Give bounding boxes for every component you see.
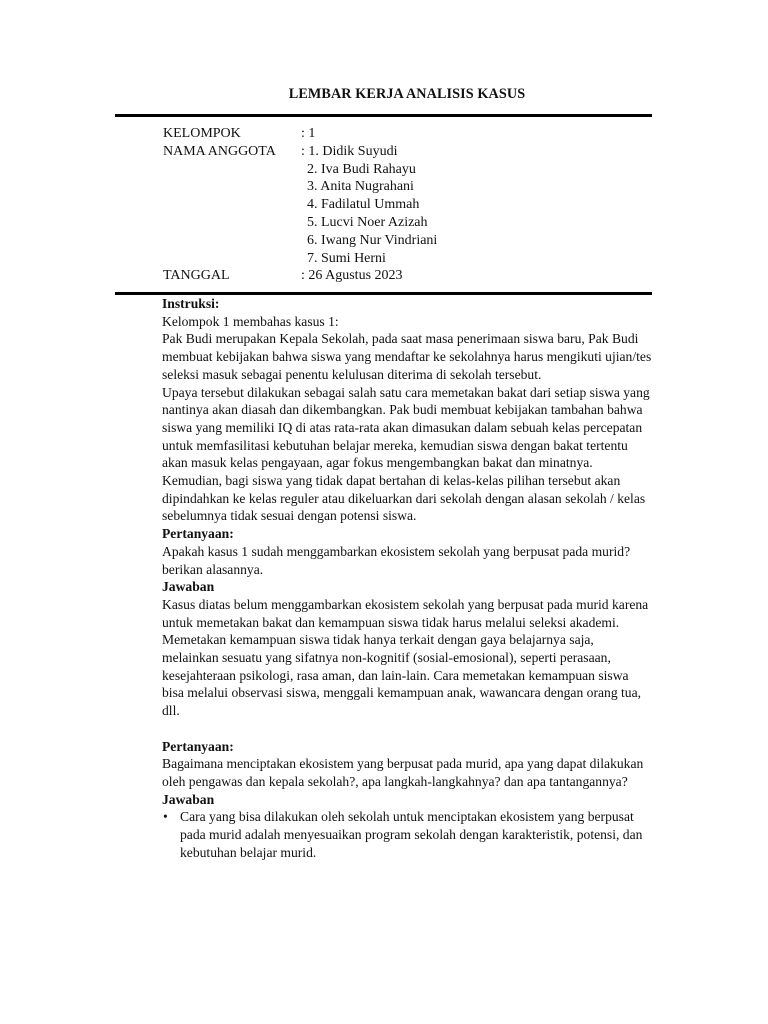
member-item: 3. Anita Nugrahani (307, 179, 414, 195)
member-item: 2. Iva Budi Rahayu (307, 161, 416, 177)
members-label: NAMA ANGGOTA (163, 143, 276, 159)
date-row (163, 267, 437, 285)
top-divider (115, 114, 652, 117)
group-info-block (163, 125, 437, 285)
member-item: 6. Iwang Nur Vindriani (307, 232, 438, 248)
spacer (162, 720, 652, 738)
date-label: TANGGAL (163, 268, 230, 284)
member-item: 5. Lucvi Noer Azizah (307, 214, 428, 230)
answer-1-text: Kasus diatas belum menggambarkan ekosistem sekolah yang berpusat pada murid karena untuk memetakan bakat dan kemampuan siswa tidak harus melalui seleksi akademi. Memetakan kemampuan siswa tidak hanya terkait dengan gaya belajarnya saja, melainkan sesuatu yang sifatnya non-kognitif (sosial-emosional), seperti perasaan, kesejahteraan psikologi, rasa aman, dan lain-lain. Cara memetakan kemampuan siswa bisa melalui observasi siswa, menggali kemampuan anak, wawancara dengan orang tua, dll. (162, 596, 649, 719)
case-paragraph: Pak Budi merupakan Kepala Sekolah, pada saat masa penerimaan siswa baru, Pak Budi membuat kebijakan bahwa siswa yang mendaftar ke sekolahnya harus mengikuti ujian/tes seleksi masuk sebagai penentu kelulusan diterima di sekolah tersebut. (162, 331, 652, 382)
group-row (163, 125, 437, 143)
document-title: LEMBAR KERJA ANALISIS KASUS (288, 86, 526, 102)
answer-2-list (162, 808, 652, 861)
answer-1-heading: Jawaban (162, 579, 215, 595)
group-label: KELOMPOK (163, 126, 241, 141)
members-row (163, 143, 437, 268)
question-1-text: Apakah kasus 1 sudah menggambarkan ekosistem sekolah yang berpusat pada murid? berikan alasannya. (162, 543, 631, 577)
member-item: 7. Sumi Herni (307, 250, 386, 266)
member-item: 4. Fadilatul Ummah (307, 197, 420, 213)
question-2-text: Bagaimana menciptakan ekosistem yang berpusat pada murid, apa yang dapat dilakukan oleh pengawas dan kepala sekolah?, apa langkah-langkahnya? dan apa tantangannya? (162, 756, 644, 789)
group-value: : 1 (301, 126, 316, 141)
case-paragraph: Upaya tersebut dilakukan sebagai salah satu cara memetakan bakat dari setiap siswa yang nantinya akan diasah dan dikembangkan. Pak budi membuat kebijakan tambahan bahwa siswa yang memiliki IQ di atas rata-rata akan dimasukan dalam sebuah kelas percepatan untuk memfasilitasi kebutuhan belajar mereka, kemudian siswa dengan bakat tertentu akan masuk kelas pengayaan, agar fokus mengembangkan bakat dan minatnya. (162, 384, 650, 471)
instruction-heading: Instruksi: (162, 296, 220, 311)
question-2-heading: Pertanyaan: (162, 738, 234, 754)
member-item: : 1. Didik Suyudi (301, 143, 398, 159)
date-value: : 26 Agustus 2023 (301, 268, 403, 284)
question-1-heading: Pertanyaan: (162, 526, 234, 542)
members-list (301, 143, 437, 268)
answer-2-heading: Jawaban (162, 791, 215, 807)
document-body (162, 295, 652, 861)
answer-2-bullet: • Cara yang bisa dilakukan oleh sekolah untuk menciptakan ekosistem yang berpusat pada murid adalah menyesuaikan program sekolah dengan karakteristik, potensi, dan kebutuhan belajar murid. (162, 808, 652, 861)
case-paragraph: Kemudian, bagi siswa yang tidak dapat bertahan di kelas-kelas pilihan tersebut akan dipindahkan ke kelas reguler atau dikeluarkan dari sekolah dengan alasan sekolah / kelas sebelumnya tidak sesuai dengan potensi siswa. (162, 473, 646, 524)
case-intro: Kelompok 1 membahas kasus 1: (162, 313, 339, 329)
